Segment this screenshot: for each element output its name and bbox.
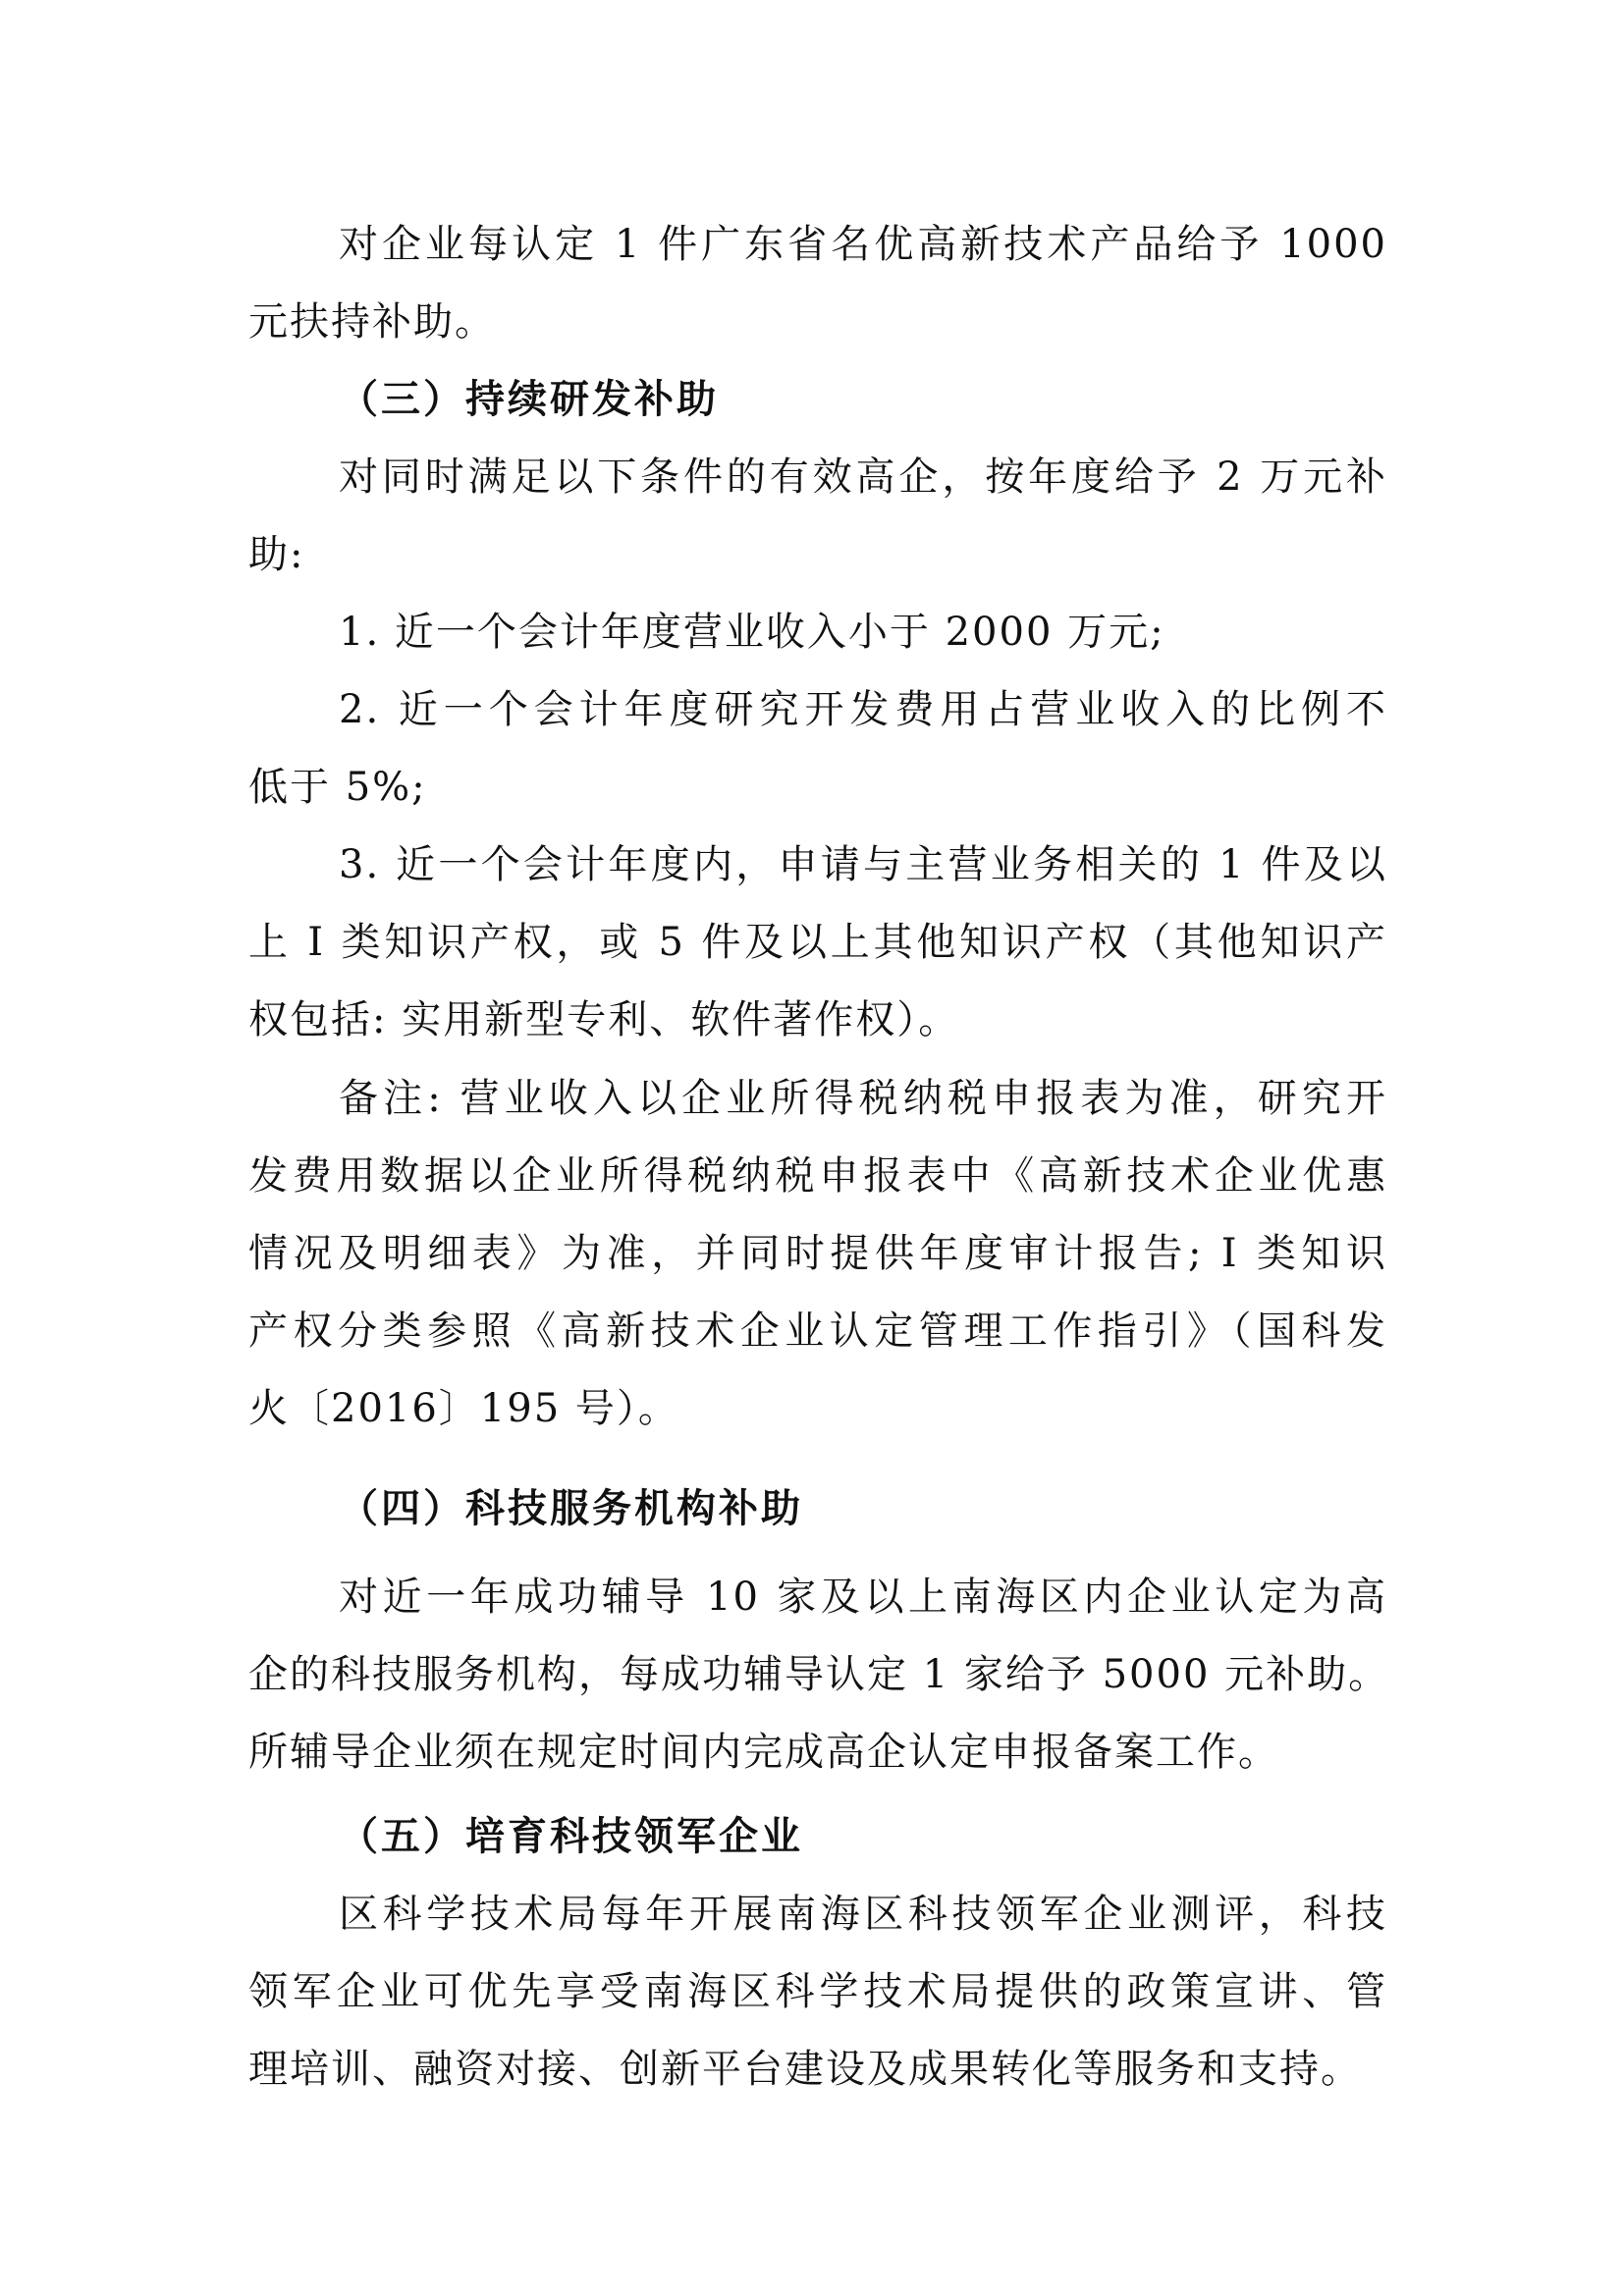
condition-3 (248, 827, 1387, 1059)
heading-section-5 (248, 1798, 1387, 1876)
paragraph-product-subsidy (248, 206, 1387, 361)
section-heading: （五）培育科技领军企业 (339, 1814, 803, 1859)
text-line: 发费用数据以企业所得税纳税申报表中《高新技术企业优惠 (248, 1153, 1387, 1199)
text-line: 元扶持补助。 (248, 299, 496, 345)
text-line: 火〔2016〕195 号）。 (248, 1386, 679, 1431)
condition-2 (248, 671, 1387, 827)
heading-section-3 (248, 361, 1387, 439)
text-line: 低于 5%; (248, 765, 427, 810)
text-line: 产权分类参照《高新技术企业认定管理工作指引》（国科发 (248, 1308, 1387, 1354)
paragraph-leading-enterprises (248, 1876, 1387, 2109)
paragraph-rd-intro (248, 439, 1387, 594)
text-line: 领军企业可优先享受南海区科学技术局提供的政策宣讲、管 (248, 1969, 1387, 2014)
section-heading: （三）持续研发补助 (339, 377, 719, 422)
text-line: 情况及明细表》为准，并同时提供年度审计报告; I 类知识 (248, 1231, 1387, 1276)
paragraph-service-subsidy (248, 1559, 1390, 1791)
text-line: 对近一年成功辅导 10 家及以上南海区内企业认定为高 (339, 1575, 1387, 1620)
condition-1 (248, 594, 1387, 671)
text-line: 助: (248, 532, 305, 577)
paragraph-note (248, 1060, 1387, 1448)
text-line: 备注: 营业收入以企业所得税纳税申报表为准，研究开 (339, 1076, 1387, 1121)
text-line: 2. 近一个会计年度研究开发费用占营业收入的比例不 (339, 687, 1387, 732)
text-line: 对同时满足以下条件的有效高企，按年度给予 2 万元补 (339, 454, 1387, 500)
text-line: 权包括: 实用新型专利、软件著作权）。 (248, 997, 960, 1042)
text-line: 区科学技术局每年开展南海区科技领军企业测评，科技 (339, 1892, 1387, 1937)
text-line: 3. 近一个会计年度内，申请与主营业务相关的 1 件及以 (339, 842, 1387, 887)
text-line: 1. 近一个会计年度营业收入小于 2000 万元; (339, 610, 1165, 655)
text-line: 理培训、融资对接、创新平台建设及成果转化等服务和支持。 (248, 2047, 1362, 2092)
heading-section-4 (248, 1470, 1387, 1548)
text-line: 企的科技服务机构，每成功辅导认定 1 家给予 5000 元补助。 (248, 1652, 1390, 1697)
text-line: 所辅导企业须在规定时间内完成高企认定申报备案工作。 (248, 1730, 1279, 1775)
section-heading: （四）科技服务机构补助 (339, 1486, 803, 1531)
text-line: 上 I 类知识产权，或 5 件及以上其他知识产权（其他知识产 (248, 920, 1387, 965)
text-line: 对企业每认定 1 件广东省名优高新技术产品给予 1000 (339, 222, 1387, 267)
